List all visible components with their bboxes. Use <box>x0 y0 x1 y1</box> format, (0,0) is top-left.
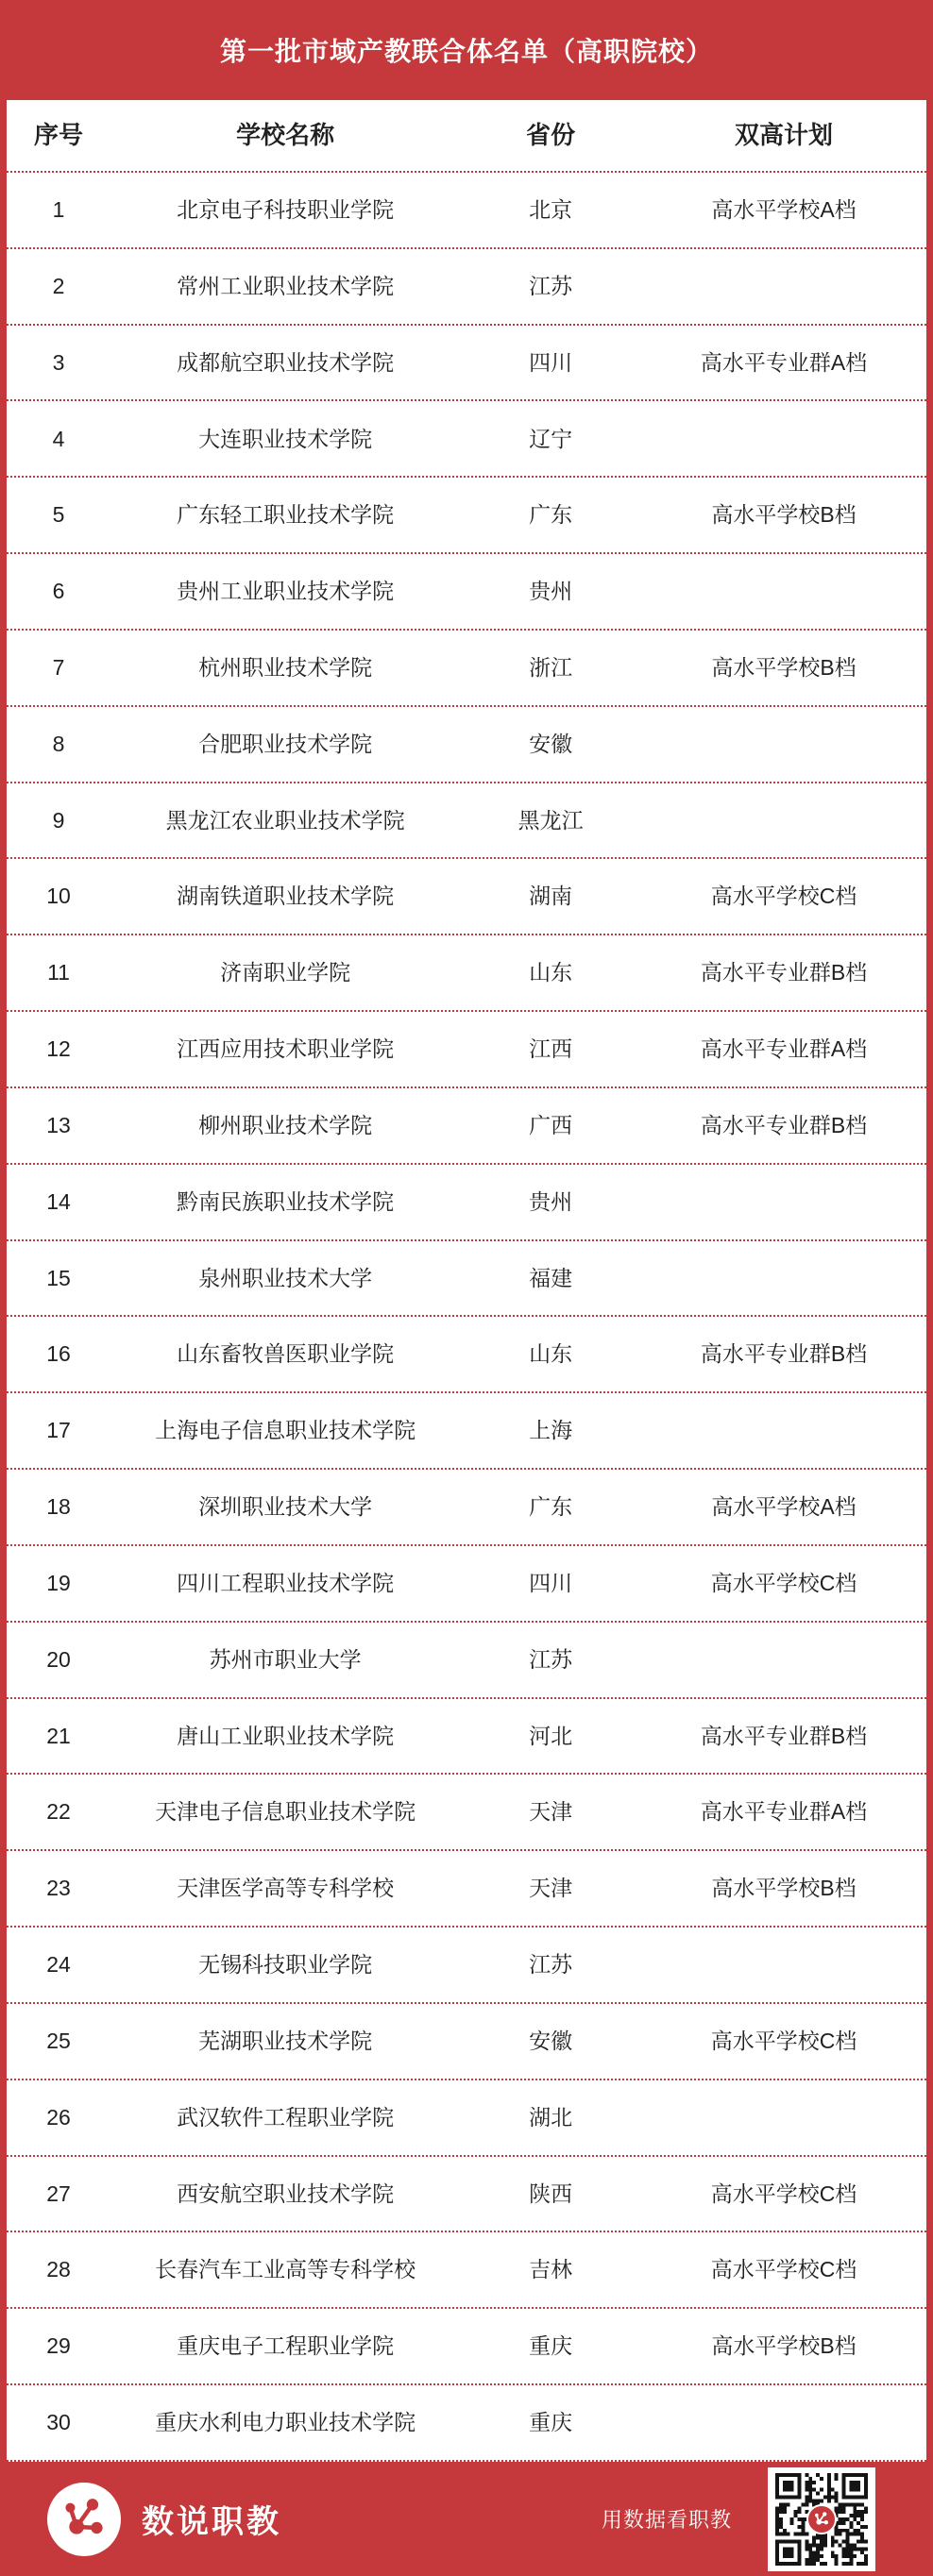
row-number: 5 <box>52 502 65 528</box>
double-high-plan: 高水平学校C档 <box>710 1570 857 1595</box>
school-name: 江西应用技术职业学院 <box>177 1036 395 1062</box>
table-row <box>7 1928 926 2004</box>
row-number: 30 <box>46 2410 71 2435</box>
table-row <box>7 2232 926 2309</box>
row-number: 6 <box>52 579 65 604</box>
province: 浙江 <box>529 655 573 680</box>
row-number: 12 <box>46 1036 71 1062</box>
double-high-plan: 高水平专业群B档 <box>700 1112 868 1137</box>
share-network-icon <box>812 2510 831 2529</box>
table-row <box>7 478 926 554</box>
school-name: 湖南铁道职业技术学院 <box>177 884 395 909</box>
table-row <box>7 2004 926 2080</box>
row-number: 7 <box>52 655 65 680</box>
school-name: 贵州工业职业技术学院 <box>177 579 395 604</box>
row-number: 18 <box>46 1494 71 1520</box>
table-row <box>7 401 926 478</box>
double-high-plan: 高水平学校C档 <box>710 2028 857 2053</box>
row-number: 9 <box>52 807 65 833</box>
school-name: 无锡科技职业学院 <box>198 1952 373 1978</box>
row-number: 25 <box>46 2028 71 2053</box>
double-high-plan: 高水平专业群A档 <box>700 1036 868 1062</box>
double-high-plan: 高水平专业群B档 <box>700 960 868 985</box>
school-name: 北京电子科技职业学院 <box>177 197 395 223</box>
province: 广西 <box>529 1112 573 1137</box>
table-row <box>7 1393 926 1470</box>
table-row <box>7 1241 926 1318</box>
table-row <box>7 1317 926 1393</box>
double-high-plan: 高水平学校A档 <box>711 197 857 223</box>
row-number: 23 <box>46 1876 71 1901</box>
table-row <box>7 173 926 249</box>
table-row <box>7 631 926 707</box>
column-header-school: 学校名称 <box>236 121 335 150</box>
table-row <box>7 707 926 783</box>
school-name: 杭州职业技术学院 <box>198 655 373 680</box>
school-name: 黑龙江农业职业技术学院 <box>165 807 405 833</box>
qr-center-logo <box>806 2504 837 2534</box>
row-number: 16 <box>46 1341 71 1367</box>
double-high-plan: 高水平学校A档 <box>711 1494 857 1520</box>
table-row <box>7 2157 926 2233</box>
province: 重庆 <box>529 2333 573 2359</box>
table-row <box>7 554 926 631</box>
double-high-plan: 高水平学校B档 <box>711 655 857 680</box>
footer-slogan: 用数据看职教 <box>601 2508 732 2532</box>
province: 山东 <box>529 960 573 985</box>
row-number: 1 <box>52 197 65 223</box>
table-row <box>7 2309 926 2385</box>
school-name: 黔南民族职业技术学院 <box>177 1188 395 1214</box>
double-high-plan: 高水平学校C档 <box>710 2180 857 2206</box>
school-name: 合肥职业技术学院 <box>198 731 373 756</box>
row-number: 14 <box>46 1188 71 1214</box>
table-header-row <box>7 100 926 173</box>
province: 湖北 <box>529 2104 573 2130</box>
school-name: 深圳职业技术大学 <box>198 1494 373 1520</box>
province: 上海 <box>529 1418 573 1443</box>
page-title: 第一批市域产教联合体名单（高职院校） <box>219 37 713 66</box>
table-row <box>7 1165 926 1241</box>
school-name: 常州工业职业技术学院 <box>177 273 395 298</box>
row-number: 10 <box>46 884 71 909</box>
table-body <box>7 173 926 2462</box>
table-row <box>7 1775 926 1851</box>
school-name: 大连职业技术学院 <box>198 426 373 451</box>
double-high-plan: 高水平学校C档 <box>710 884 857 909</box>
row-number: 29 <box>46 2333 71 2359</box>
table-row <box>7 1851 926 1928</box>
school-table <box>0 100 933 2462</box>
province: 江苏 <box>529 273 573 298</box>
table-row <box>7 859 926 935</box>
table-row <box>7 1088 926 1165</box>
row-number: 28 <box>46 2257 71 2282</box>
table-row <box>7 326 926 402</box>
table-row <box>7 2080 926 2157</box>
row-number: 19 <box>46 1570 71 1595</box>
province: 山东 <box>529 1341 573 1367</box>
province: 安徽 <box>529 731 573 756</box>
province: 贵州 <box>529 1188 573 1214</box>
province: 黑龙江 <box>517 807 584 833</box>
table-row <box>7 1012 926 1088</box>
school-name: 广东轻工职业技术学院 <box>177 502 395 528</box>
school-name: 泉州职业技术大学 <box>198 1265 373 1290</box>
row-number: 21 <box>46 1723 71 1748</box>
school-name: 武汉软件工程职业学院 <box>177 2104 395 2130</box>
table-row <box>7 783 926 860</box>
school-name: 济南职业学院 <box>220 960 351 985</box>
table-row <box>7 2385 926 2462</box>
table-row <box>7 1546 926 1623</box>
row-number: 17 <box>46 1418 71 1443</box>
school-name: 苏州市职业大学 <box>209 1646 362 1672</box>
table-row <box>7 249 926 326</box>
province: 广东 <box>529 502 573 528</box>
province: 重庆 <box>529 2410 573 2435</box>
double-high-plan: 高水平专业群A档 <box>700 349 868 375</box>
column-header-province: 省份 <box>526 121 576 150</box>
brand-name: 数说职教 <box>142 2504 281 2540</box>
double-high-plan: 高水平学校C档 <box>710 2257 857 2282</box>
row-number: 4 <box>52 426 65 451</box>
column-header-plan: 双高计划 <box>734 121 833 150</box>
table-row <box>7 1470 926 1546</box>
province: 河北 <box>529 1723 573 1748</box>
school-name: 重庆水利电力职业技术学院 <box>155 2410 416 2435</box>
school-name: 重庆电子工程职业学院 <box>177 2333 395 2359</box>
province: 贵州 <box>529 579 573 604</box>
row-number: 20 <box>46 1646 71 1672</box>
row-number: 15 <box>46 1265 71 1290</box>
province: 天津 <box>529 1876 573 1901</box>
school-name: 上海电子信息职业技术学院 <box>155 1418 416 1443</box>
province: 江苏 <box>529 1646 573 1672</box>
school-name: 天津电子信息职业技术学院 <box>155 1799 416 1825</box>
double-high-plan: 高水平专业群A档 <box>700 1799 868 1825</box>
row-number: 13 <box>46 1112 71 1137</box>
row-number: 27 <box>46 2180 71 2206</box>
school-name: 四川工程职业技术学院 <box>177 1570 395 1595</box>
province: 四川 <box>529 349 573 375</box>
school-name: 长春汽车工业高等专科学校 <box>155 2257 416 2282</box>
row-number: 8 <box>52 731 65 756</box>
title-banner <box>0 0 933 100</box>
province: 北京 <box>529 197 573 223</box>
double-high-plan: 高水平专业群B档 <box>700 1341 868 1367</box>
double-high-plan: 高水平学校B档 <box>711 2333 857 2359</box>
row-number: 2 <box>52 273 65 298</box>
school-name: 芜湖职业技术学院 <box>198 2028 373 2053</box>
school-name: 天津医学高等专科学校 <box>177 1876 395 1901</box>
double-high-plan: 高水平学校B档 <box>711 1876 857 1901</box>
province: 江苏 <box>529 1952 573 1978</box>
column-header-no: 序号 <box>34 121 84 150</box>
share-network-icon <box>58 2493 110 2546</box>
province: 广东 <box>529 1494 573 1520</box>
province: 福建 <box>529 1265 573 1290</box>
school-name: 柳州职业技术学院 <box>198 1112 373 1137</box>
province: 江西 <box>529 1036 573 1062</box>
school-name: 山东畜牧兽医职业学院 <box>177 1341 395 1367</box>
province: 吉林 <box>529 2257 573 2282</box>
school-name: 唐山工业职业技术学院 <box>177 1723 395 1748</box>
row-number: 11 <box>47 960 70 985</box>
province: 湖南 <box>529 884 573 909</box>
table-row <box>7 935 926 1012</box>
school-name: 西安航空职业技术学院 <box>177 2180 395 2206</box>
province: 四川 <box>529 1570 573 1595</box>
province: 安徽 <box>529 2028 573 2053</box>
double-high-plan: 高水平专业群B档 <box>700 1723 868 1748</box>
table-row <box>7 1623 926 1699</box>
row-number: 3 <box>52 349 65 375</box>
province: 辽宁 <box>529 426 573 451</box>
footer <box>0 2462 933 2576</box>
province: 天津 <box>529 1799 573 1825</box>
row-number: 26 <box>46 2104 71 2130</box>
table-row <box>7 1699 926 1776</box>
school-name: 成都航空职业技术学院 <box>177 349 395 375</box>
double-high-plan: 高水平学校B档 <box>711 502 857 528</box>
row-number: 24 <box>46 1952 71 1978</box>
brand-logo <box>47 2483 121 2556</box>
province: 陕西 <box>529 2180 573 2206</box>
qr-code <box>768 2467 875 2571</box>
row-number: 22 <box>46 1799 71 1825</box>
